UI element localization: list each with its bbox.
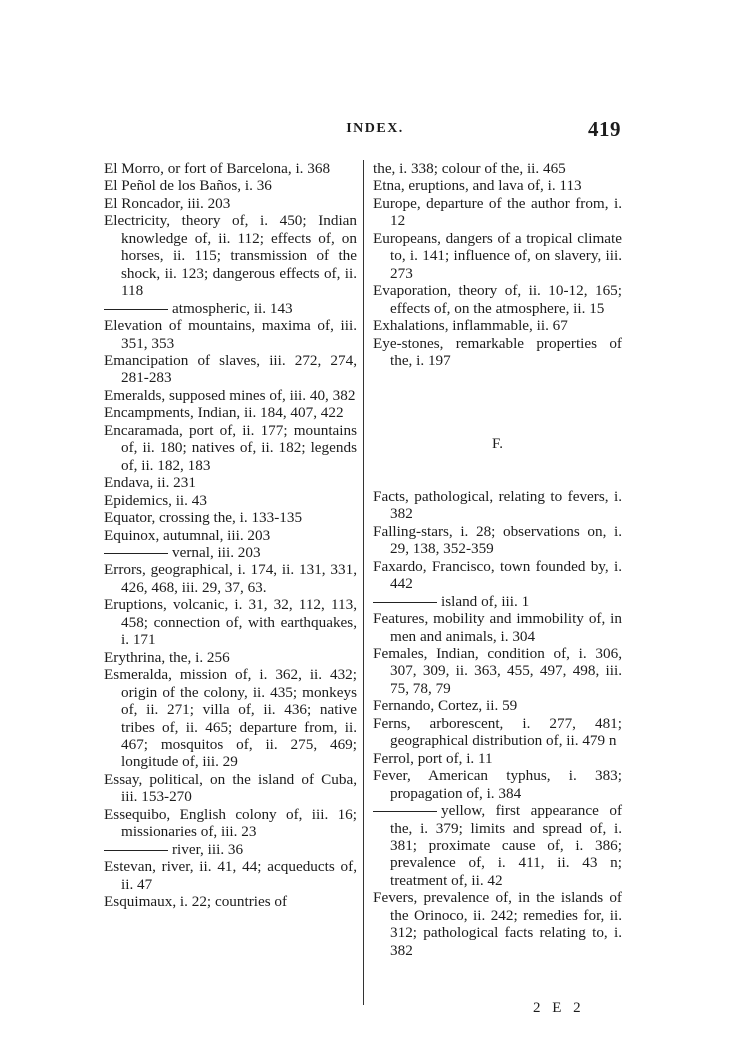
entry-text: El Morro, or fort of Barcelona, i. 368: [104, 160, 331, 177]
entry-text: Ferns, arborescent, i. 277, 481; geographical distribution of, ii. 479 n: [373, 714, 622, 750]
entry-text: Electricity, theory of, i. 450; Indian knowledge of, ii. 112; effects of, on horses, ii. 115; transmission of the shock, ii. 123; dangerous effects of, ii. 118: [104, 212, 357, 300]
entry-text: El Peñol de los Baños, i. 36: [104, 177, 272, 195]
index-entry: [373, 715, 622, 750]
index-entry: [104, 387, 357, 404]
entry-text: Equator, crossing the, i. 133-135: [104, 509, 303, 527]
index-entry: [373, 335, 622, 370]
index-entry: [373, 523, 622, 558]
index-entry: [104, 561, 357, 596]
entry-text: vernal, iii. 203: [172, 543, 261, 561]
index-entry: [373, 645, 622, 697]
index-entry: [104, 596, 357, 648]
entry-text: Females, Indian, condition of, i. 306, 307, 309, ii. 363, 455, 497, 498, iii. 75, 78, 79: [373, 644, 622, 697]
index-entry: [104, 893, 357, 910]
entry-text: Europeans, dangers of a tropical climate to, i. 141; influence of, on slavery, iii. 273: [373, 229, 622, 282]
entry-text: Fernando, Cortez, ii. 59: [373, 697, 518, 715]
entry-text: Fever, American typhus, i. 383; propagation of, i. 384: [373, 767, 622, 802]
index-subentry: [104, 544, 357, 561]
entry-text: Errors, geographical, i. 174, ii. 131, 331, 426, 468, iii. 29, 37, 63.: [104, 561, 357, 596]
entry-text: Emancipation of slaves, iii. 272, 274, 281-283: [104, 351, 357, 387]
entry-text: island of, iii. 1: [441, 592, 530, 610]
entry-text: Erythrina, the, i. 256: [104, 648, 230, 666]
entry-text: Encampments, Indian, ii. 184, 407, 422: [104, 404, 344, 422]
index-entry: [373, 697, 622, 714]
page-header-title: INDEX.: [346, 121, 404, 136]
index-entry: [104, 212, 357, 299]
entry-text: Epidemics, ii. 43: [104, 491, 207, 509]
index-subentry: [104, 300, 357, 317]
entry-text: El Roncador, iii. 203: [104, 194, 231, 212]
index-entry: [373, 282, 622, 317]
index-entry: [104, 771, 357, 806]
entry-text: Faxardo, Francisco, town founded by, i. 442: [373, 557, 622, 593]
entry-text: atmospheric, ii. 143: [172, 299, 293, 317]
entry-text: the, i. 338; colour of the, ii. 465: [373, 160, 566, 177]
ditto-rule: [373, 602, 437, 603]
index-entry: [373, 610, 622, 645]
entry-text: Esmeralda, mission of, i. 362, ii. 432; origin of the colony, ii. 435; monkeys of, ii. 271; villa of, ii. 436; native tribes of, ii. 465; departure from, ii. 467; mosquitos of, ii. 275, 469; longitude of, iii. 29: [104, 666, 357, 771]
ditto-rule: [104, 309, 168, 310]
ditto-rule: [104, 850, 168, 851]
index-entry: [104, 527, 357, 544]
entry-text: Fevers, prevalence of, in the islands of the Orinoco, ii. 242; remedies for, ii. 312; pathological facts relating to, i. 382: [373, 889, 622, 959]
index-entry: [104, 404, 357, 421]
index-entry: [104, 666, 357, 771]
entry-text: Esquimaux, i. 22; countries of: [104, 893, 288, 911]
index-entry: [104, 422, 357, 474]
entry-text: Etna, eruptions, and lava of, i. 113: [373, 177, 582, 195]
index-entry: [104, 177, 357, 194]
entry-text: Europe, departure of the author from, i. 12: [373, 194, 622, 230]
ditto-rule: [104, 553, 168, 554]
entry-text: Evaporation, theory of, ii. 10-12, 165; effects of, on the atmosphere, ii. 15: [373, 282, 622, 317]
entry-text: river, iii. 36: [172, 840, 244, 858]
entry-text: Exhalations, inflammable, ii. 67: [373, 317, 568, 335]
index-entry: [104, 806, 357, 841]
entry-text: Emeralds, supposed mines of, iii. 40, 382: [104, 386, 356, 404]
entry-text: Elevation of mountains, maxima of, iii. 351, 353: [104, 317, 357, 352]
column-divider: [363, 160, 364, 1005]
index-entry: [104, 509, 357, 526]
index-entry: [373, 488, 622, 523]
index-entry: [104, 649, 357, 666]
index-entry: [104, 317, 357, 352]
index-right-column: [373, 160, 622, 959]
index-entry: [373, 195, 622, 230]
index-entry: [373, 317, 622, 334]
index-entry: [373, 230, 622, 282]
index-entry: [373, 750, 622, 767]
entry-text: Eye-stones, remarkable properties of the, i. 197: [373, 334, 622, 369]
index-subentry: [373, 593, 622, 610]
index-left-column: [104, 160, 357, 910]
entry-text: yellow, first appearance of the, i. 379; limits and spread of, i. 381; proximate cause of, i. 386; prevalence of, i. 411, ii. 43 n; treatment of, ii. 42: [390, 802, 622, 889]
entry-text: Endava, ii. 231: [104, 474, 196, 492]
page-number: 419: [588, 117, 621, 141]
index-entry: [104, 160, 357, 177]
index-entry: [373, 177, 622, 194]
index-entry: [373, 160, 622, 177]
signature-mark: 2 E 2: [533, 1000, 585, 1016]
index-entry: [373, 889, 622, 959]
entry-text: Falling-stars, i. 28; observations on, i. 29, 138, 352-359: [373, 522, 622, 558]
entry-text: Facts, pathological, relating to fevers, i. 382: [373, 487, 622, 523]
entry-text: Equinox, autumnal, iii. 203: [104, 526, 271, 544]
index-entry: [104, 195, 357, 212]
section-letter: F.: [492, 436, 503, 453]
index-subentry: [104, 841, 357, 858]
index-entry: [104, 474, 357, 491]
index-entry: [373, 767, 622, 802]
index-subentry: [373, 802, 622, 889]
entry-text: Essequibo, English colony of, iii. 16; missionaries of, iii. 23: [104, 805, 357, 841]
entry-text: Features, mobility and immobility of, in men and animals, i. 304: [373, 610, 622, 645]
entry-text: Eruptions, volcanic, i. 31, 32, 112, 113, 458; connection of, with earthquakes, i. 171: [104, 596, 357, 649]
entry-text: Estevan, river, ii. 41, 44; acqueducts of, ii. 47: [104, 858, 357, 893]
index-entry: [104, 858, 357, 893]
entry-text: Essay, political, on the island of Cuba, iii. 153-270: [104, 770, 357, 806]
ditto-rule: [373, 811, 437, 812]
entry-text: Encaramada, port of, ii. 177; mountains of, ii. 180; natives of, ii. 182; legends of, ii. 182, 183: [104, 421, 357, 474]
index-entry: [104, 352, 357, 387]
entry-text: Ferrol, port of, i. 11: [373, 749, 493, 767]
index-entry: [104, 492, 357, 509]
index-entry: [373, 558, 622, 593]
